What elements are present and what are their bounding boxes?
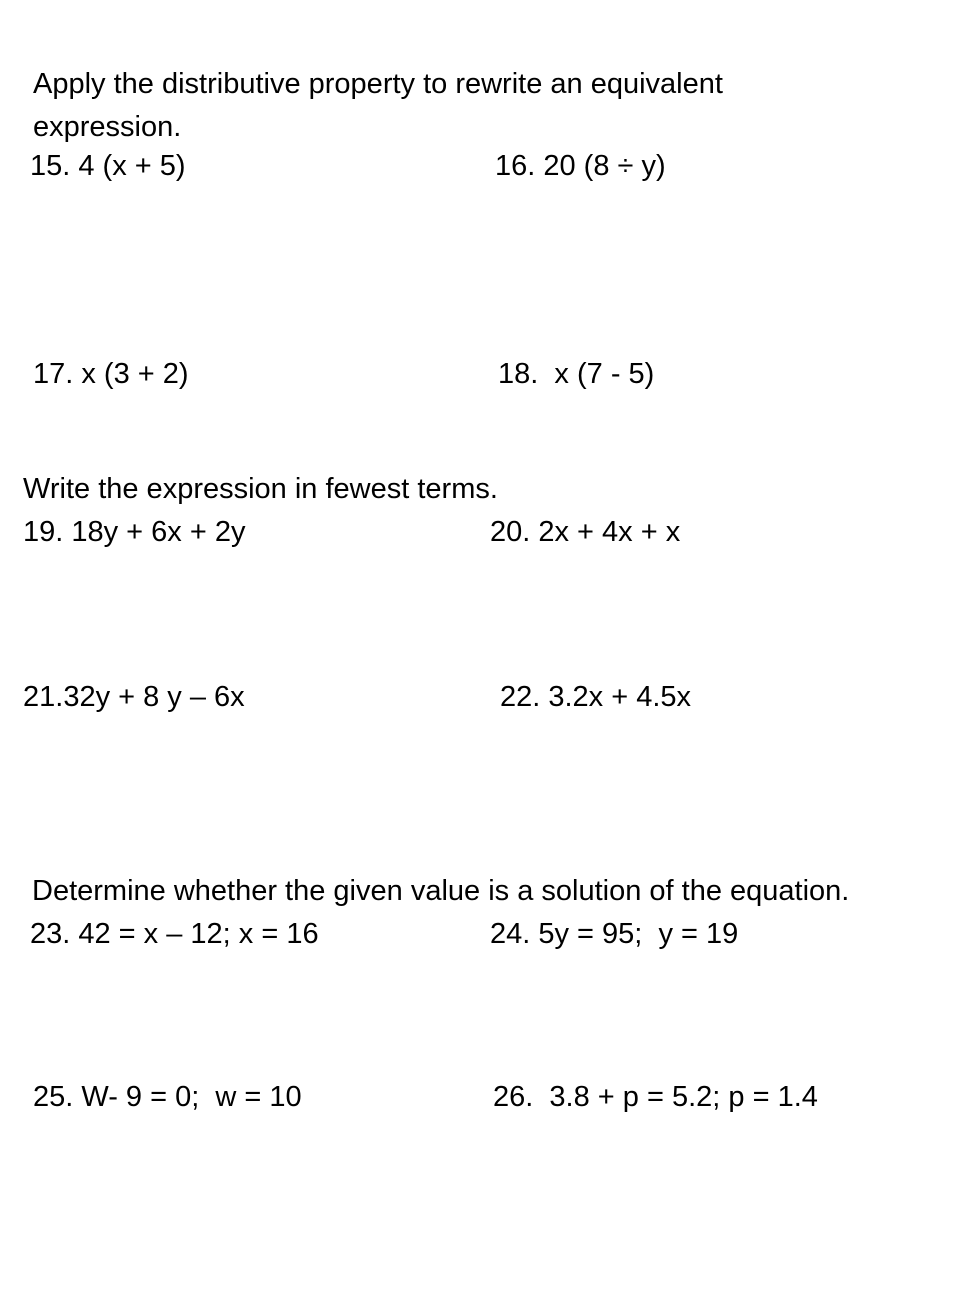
problem-19: 19. 18y + 6x + 2y — [23, 516, 246, 548]
problem-22: 22. 3.2x + 4.5x — [500, 681, 692, 713]
problem-15: 15. 4 (x + 5) — [30, 150, 186, 182]
problem-24: 24. 5y = 95; y = 19 — [490, 918, 739, 950]
problem-18: 18. x (7 - 5) — [498, 358, 655, 390]
problem-25: 25. W- 9 = 0; w = 10 — [33, 1081, 302, 1113]
section-3-instruction: Determine whether the given value is a solution of the equation. — [32, 875, 850, 907]
section-2-instruction: Write the expression in fewest terms. — [23, 473, 498, 505]
section-1-instruction: Apply the distributive property to rewrite an equivalent expression. — [33, 68, 723, 143]
problem-23: 23. 42 = x – 12; x = 16 — [30, 918, 319, 950]
problem-20: 20. 2x + 4x + x — [490, 516, 681, 548]
problem-26: 26. 3.8 + p = 5.2; p = 1.4 — [493, 1081, 818, 1113]
problem-21: 21.32y + 8 y – 6x — [23, 681, 245, 713]
problem-17: 17. x (3 + 2) — [33, 358, 189, 390]
problem-16: 16. 20 (8 ÷ y) — [495, 150, 666, 182]
